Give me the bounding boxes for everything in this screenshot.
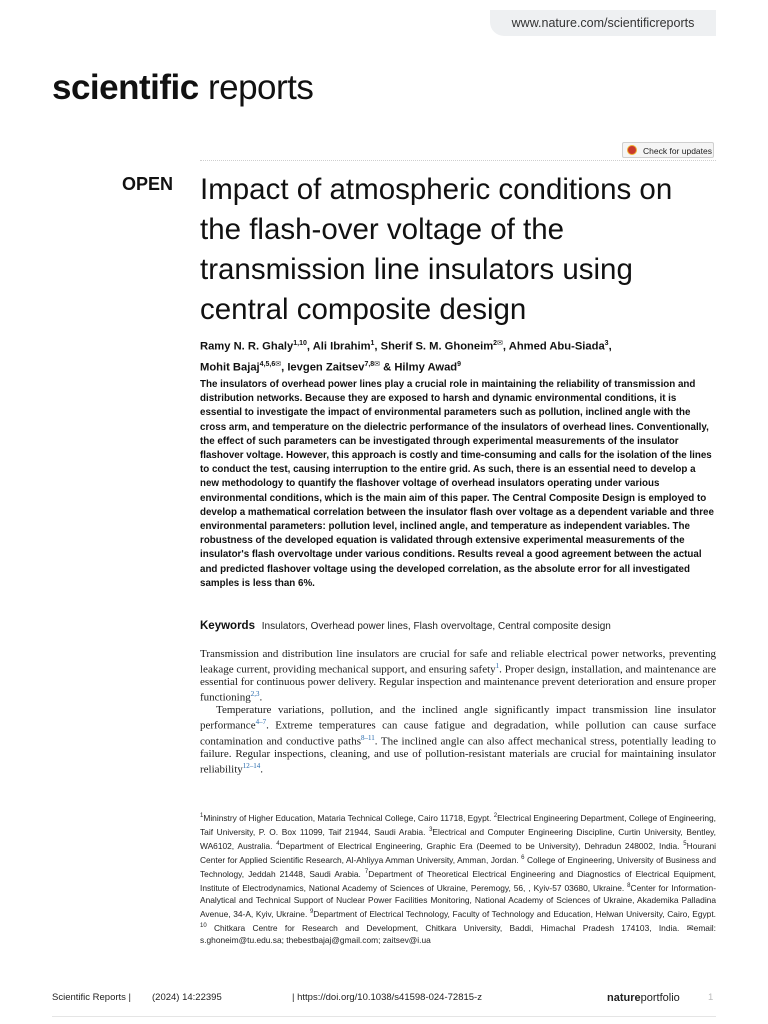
- affiliation-text: Hourani Center for Applied Scientific Research, Al-Ahliyya Amman University, Amman, Jordan.: [200, 840, 716, 865]
- article-body: [200, 648, 716, 776]
- footer-doi-link[interactable]: | https://doi.org/10.1038/s41598-024-72815-z: [292, 992, 482, 1003]
- author-affiliation-marker: 4,5,6✉: [259, 360, 282, 368]
- body-text-span: .: [259, 691, 263, 704]
- affiliation-number: 2: [493, 813, 498, 819]
- author-name[interactable]: Ahmed Abu-Siada: [508, 340, 605, 353]
- affiliation-number: 5: [683, 841, 687, 847]
- author-affiliation-marker: 1,10: [293, 340, 307, 347]
- affiliation-number: 7: [364, 869, 369, 875]
- affiliation-number: 10: [200, 923, 207, 930]
- check-for-updates-button[interactable]: [622, 142, 714, 158]
- affiliation-text: Electrical and Computer Engineering Discipline, Curtin University, Bentley, WA6102, Australia.: [200, 826, 716, 851]
- site-url-tab[interactable]: www.nature.com/scientificreports: [490, 10, 716, 36]
- crossmark-icon: [627, 145, 637, 155]
- author-list: [200, 335, 716, 376]
- author-name[interactable]: Hilmy Awad: [394, 361, 458, 374]
- open-access-label: OPEN: [122, 174, 174, 194]
- brand-bold: nature: [607, 992, 641, 1004]
- brand-light: portfolio: [640, 992, 680, 1004]
- affiliation-text: Center for Information-Analytical and Technical Support of Nuclear Power Facilities Monitoring, National Academy of Sciences of Ukraine, Akademika Palladina Avenue, 34-A, Kyiv, Ukraine.: [200, 882, 717, 919]
- author-separator: ,: [502, 340, 509, 353]
- affiliation-number: 1: [200, 813, 204, 819]
- keywords: [200, 619, 716, 634]
- body-text-span: . The inclined angle can also affect mechanical stress, potentially leading to failure. Regular inspections, cleaning, and use of pollution-resistant materials are crucial for maintaining insulator reliability: [200, 735, 716, 776]
- affiliation-number: 3: [429, 827, 433, 833]
- author-affiliation-marker: 3: [604, 340, 609, 347]
- affiliations: [200, 810, 716, 946]
- author-name[interactable]: Ali Ibrahim: [312, 340, 371, 353]
- header-divider: [200, 160, 716, 161]
- journal-name-bold: scientific: [52, 68, 199, 107]
- author-name[interactable]: Sherif S. M. Ghoneim: [380, 340, 494, 353]
- author-affiliation-marker: 9: [457, 360, 462, 368]
- author-affiliation-marker: 1: [370, 340, 375, 347]
- author-separator: ,: [281, 361, 288, 374]
- affiliation-text: Department of Electrical Technology, Faculty of Technology and Education, Helwan University, Cairo, Egypt.: [313, 909, 716, 919]
- affiliation-number: 8: [627, 883, 631, 889]
- affiliation-text: College of Engineering, University of Business and Technology, Jeddah 21448, Saudi Arabia.: [200, 854, 717, 879]
- keywords-label: Keywords: [200, 620, 255, 632]
- footer-divider: [52, 1016, 716, 1017]
- footer-journal: Scientific Reports |: [52, 992, 132, 1003]
- citation-link[interactable]: 4–7: [255, 718, 267, 727]
- check-for-updates-label: Check for updates: [643, 146, 712, 156]
- author-affiliation-marker: 7,8✉: [364, 360, 381, 368]
- author-separator: &: [380, 361, 395, 374]
- affiliation-text: Mininstry of Higher Education, Mataria Technical College, Cairo 11718, Egypt.: [203, 812, 494, 823]
- author-separator: ,: [374, 340, 381, 353]
- body-text-span: Transmission and distribution line insulators are crucial for safe and reliable electrical power networks, preventing leakage current, providing mechanical support, and ensuring safety: [200, 648, 716, 676]
- citation-link[interactable]: 8–11: [361, 734, 375, 743]
- affiliation-text: Department of Theoretical Electrical Engineering and Diagnostics of Electrical Equipment, Institute of Electrodynamics, National Academy of Sciences of Ukraine, Peremogy, 56, , Kyiv-57 03680, Ukraine.: [200, 868, 716, 893]
- affiliation-text: Electrical Engineering Department, College of Engineering, Taif University, P. O. Box 11099, Taif 21944, Saudi Arabia.: [200, 812, 716, 837]
- author-affiliation-marker: 2✉: [493, 340, 503, 347]
- abstract: The insulators of overhead power lines play a crucial role in maintaining the reliability of transmission and distribution networks. Because they are exposed to harsh and dynamic environmental conditions, it is essential to investigate the impact of environmental parameters such as pollution, inclined angle with the cross arm, and temperature on the dielectric performance of the insulators of overhead lines. Conventionally, the effect of such parameters can be investigated through experimental measurements of the insulator flashover voltage. However, this approach is costly and time-consuming and calls for the isolation of the lines to conduct the test, causing interruption to the entire grid. As such, there is an essential need to develop a new methodology to quantify the flashover voltage of overhead insulators operating under various environmental conditions, which is the main aim of this paper. The Central Composite Design is employed to develop a mathematical correlation between the insulator flash over voltage as a dependent variable and three environmental parameters: pollution level, inclined angle, and temperature as independent variables. The robustness of the developed equation is validated through extensive experimental measurements of the insulator's flash overvoltage under various conditions. Results reveal a good agreement between the actual and predicted flashover voltage using the developed correlation, as the absolute error for all investigated samples is less than 6%.: [200, 379, 714, 589]
- citation-link[interactable]: 2,3: [250, 690, 260, 699]
- author-name[interactable]: Ramy N. R. Ghaly: [200, 340, 294, 353]
- correspondence-emails[interactable]: ✉email: s.ghoneim@tu.edu.sa; thebestbajaj@gmail.com; zaitsev@i.ua: [200, 923, 716, 946]
- affiliation-number: 4: [276, 841, 280, 847]
- journal-name-light: reports: [198, 68, 314, 107]
- nature-portfolio-logo[interactable]: [607, 992, 680, 1004]
- author-separator: ,: [306, 340, 313, 353]
- affiliation-text: Department of Electrical Engineering, Graphic Era (Deemed to be University), Dehradun 248002, India.: [279, 840, 684, 851]
- footer-volume: (2024) 14:22395: [152, 992, 222, 1003]
- affiliation-number: 9: [309, 909, 314, 916]
- page-number: 1: [708, 992, 714, 1003]
- body-paragraph-2: [200, 704, 716, 776]
- author-name[interactable]: Ievgen Zaitsev: [287, 361, 365, 374]
- author-separator: ,: [608, 340, 612, 353]
- citation-link[interactable]: 1: [495, 662, 500, 671]
- author-name[interactable]: Mohit Bajaj: [200, 361, 260, 374]
- affiliation-number: 6: [521, 855, 525, 861]
- citation-link[interactable]: 12–14: [242, 762, 261, 771]
- body-text-span: . Proper design, installation, and maintenance are essential for continuous power delivery. Regular inspection and maintenance prevent deterioration and ensure proper functioning: [200, 663, 716, 704]
- keywords-list: Insulators, Overhead power lines, Flash overvoltage, Central composite design: [261, 621, 611, 632]
- journal-logo[interactable]: [52, 66, 313, 110]
- body-text-span: . Extreme temperatures can cause fatigue and degradation, while pollution can cause surface contamination and conductive paths: [200, 719, 716, 748]
- body-text-span: .: [260, 763, 264, 776]
- body-paragraph-1: [200, 648, 716, 704]
- body-text-span: Temperature variations, pollution, and the inclined angle significantly impact transmission line insulator performance: [200, 704, 716, 732]
- affiliation-text: Chitkara Centre for Research and Development, Chitkara University, Baddi, Himachal Pradesh 174103, India.: [206, 923, 687, 933]
- article-title: Impact of atmospheric conditions on the flash-over voltage of the transmission line insulators using central composite design: [200, 173, 673, 326]
